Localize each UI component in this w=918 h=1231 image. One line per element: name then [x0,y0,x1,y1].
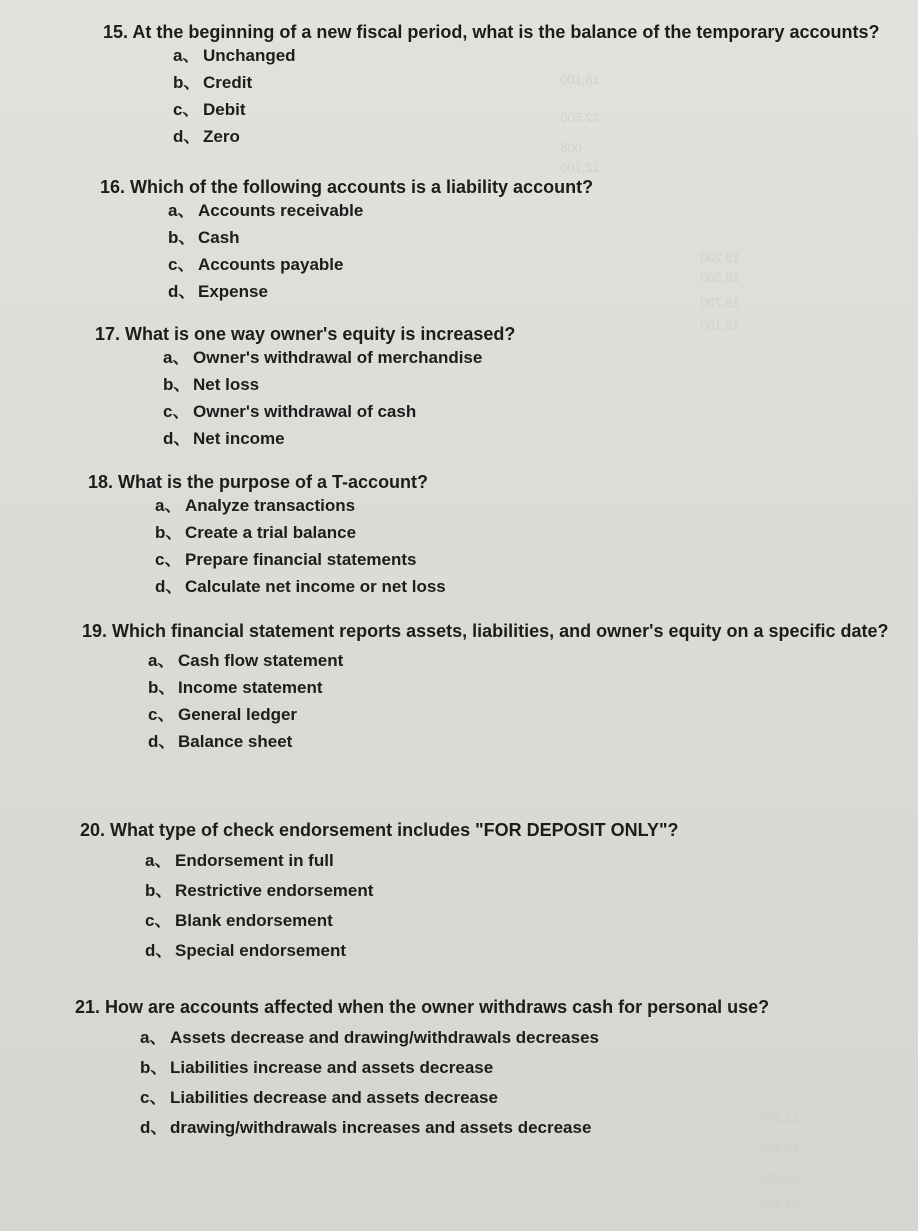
option-a: a、 Accounts receivable [168,201,364,220]
option-c: c、 Blank endorsement [145,911,333,930]
option-c: c、 Prepare financial statements [155,550,417,569]
option-a: a、 Cash flow statement [148,651,344,670]
option-d: d、 Expense [168,282,268,301]
option-c: c、 Liabilities decrease and assets decrease [140,1088,498,1107]
option-d: d、 Special endorsement [145,941,347,960]
option-d: d、 Balance sheet [148,732,293,751]
question-text: 20. What type of check endorsement includes "FOR DEPOSIT ONLY"? [80,820,679,840]
question-text: 16. Which of the following accounts is a liability account? [100,177,594,197]
question-text: 21. How are accounts affected when the owner withdraws cash for personal use? [75,997,770,1017]
option-d: d、 Zero [173,127,240,146]
option-b: b、 Income statement [148,678,323,697]
worksheet-page: 18,100 22,500 008 12,100 19,200 18,500 18,700 19,100 22,800 22,800 22,800 22,800 15. At the beginning of a new fiscal period, what is the balance of the temporary accounts? a、 Unchanged b、 Credit c、 Debit d、 Zero 16. Which of the following accounts is a liability account? a、 Accounts receivable b、 Cash c、 Accounts payable d、 Expense 17. What is one way owner's equity is increased? a、 Owner's withdrawal of merchandise b、 Net loss c、 Owner's withdrawal of cash d、 Net income 18. What is the purpose of a T-account? a、 Analyze transactions b、 Create a trial balance c、 Prepare financial statements d、 Calculate net income or net loss 19. Which financial statement reports assets, liabilities, and owner's equity on a specific date? a、 Cash flow statement b、 Income statement c、 General ledger d、 Balance sheet 20. What type of check endorsement includes "FOR DEPOSIT ONLY"? a、 Endorsement in full b、 Restrictive endorsement c、 Blank endorsement d、 Special endorsement 21. How are accounts affected when the owner withdraws cash for personal use? a、 Assets decrease and drawing/withdrawals decreases b、 Liabilities increase and assets decrease c、 Liabilities decrease and assets decrease d、 drawing/withdrawals increases and assets decrease [0,0,918,1231]
option-a: a、 Endorsement in full [145,851,334,870]
question-16 [0,175,918,305]
option-c: c、 Owner's withdrawal of cash [163,402,417,421]
question-18 [0,470,918,600]
question-text: 19. Which financial statement reports assets, liabilities, and owner's equity on a specific date? [82,621,889,641]
option-b: b、 Credit [173,73,253,92]
option-b: b、 Restrictive endorsement [145,881,374,900]
option-d: d、 drawing/withdrawals increases and assets decrease [140,1118,592,1137]
option-c: c、 Debit [173,100,246,119]
question-17 [0,322,918,452]
option-a: a、 Analyze transactions [155,496,356,515]
option-a: a、 Owner's withdrawal of merchandise [163,348,483,367]
option-d: d、 Net income [163,429,285,448]
option-b: b、 Create a trial balance [155,523,357,542]
option-a: a、 Assets decrease and drawing/withdrawals decreases [140,1028,599,1047]
question-text: 17. What is one way owner's equity is increased? [95,324,516,344]
option-a: a、 Unchanged [173,46,296,65]
question-19 [0,618,918,755]
question-20 [0,818,918,966]
option-c: c、 Accounts payable [168,255,344,274]
option-b: b、 Cash [168,228,240,247]
option-b: b、 Liabilities increase and assets decrease [140,1058,494,1077]
option-c: c、 General ledger [148,705,298,724]
question-text: 18. What is the purpose of a T-account? [88,472,429,492]
option-b: b、 Net loss [163,375,260,394]
question-15 [0,20,918,150]
question-21 [0,995,918,1143]
option-d: d、 Calculate net income or net loss [155,577,446,596]
question-text: 15. At the beginning of a new fiscal period, what is the balance of the temporary accounts? [103,22,880,42]
